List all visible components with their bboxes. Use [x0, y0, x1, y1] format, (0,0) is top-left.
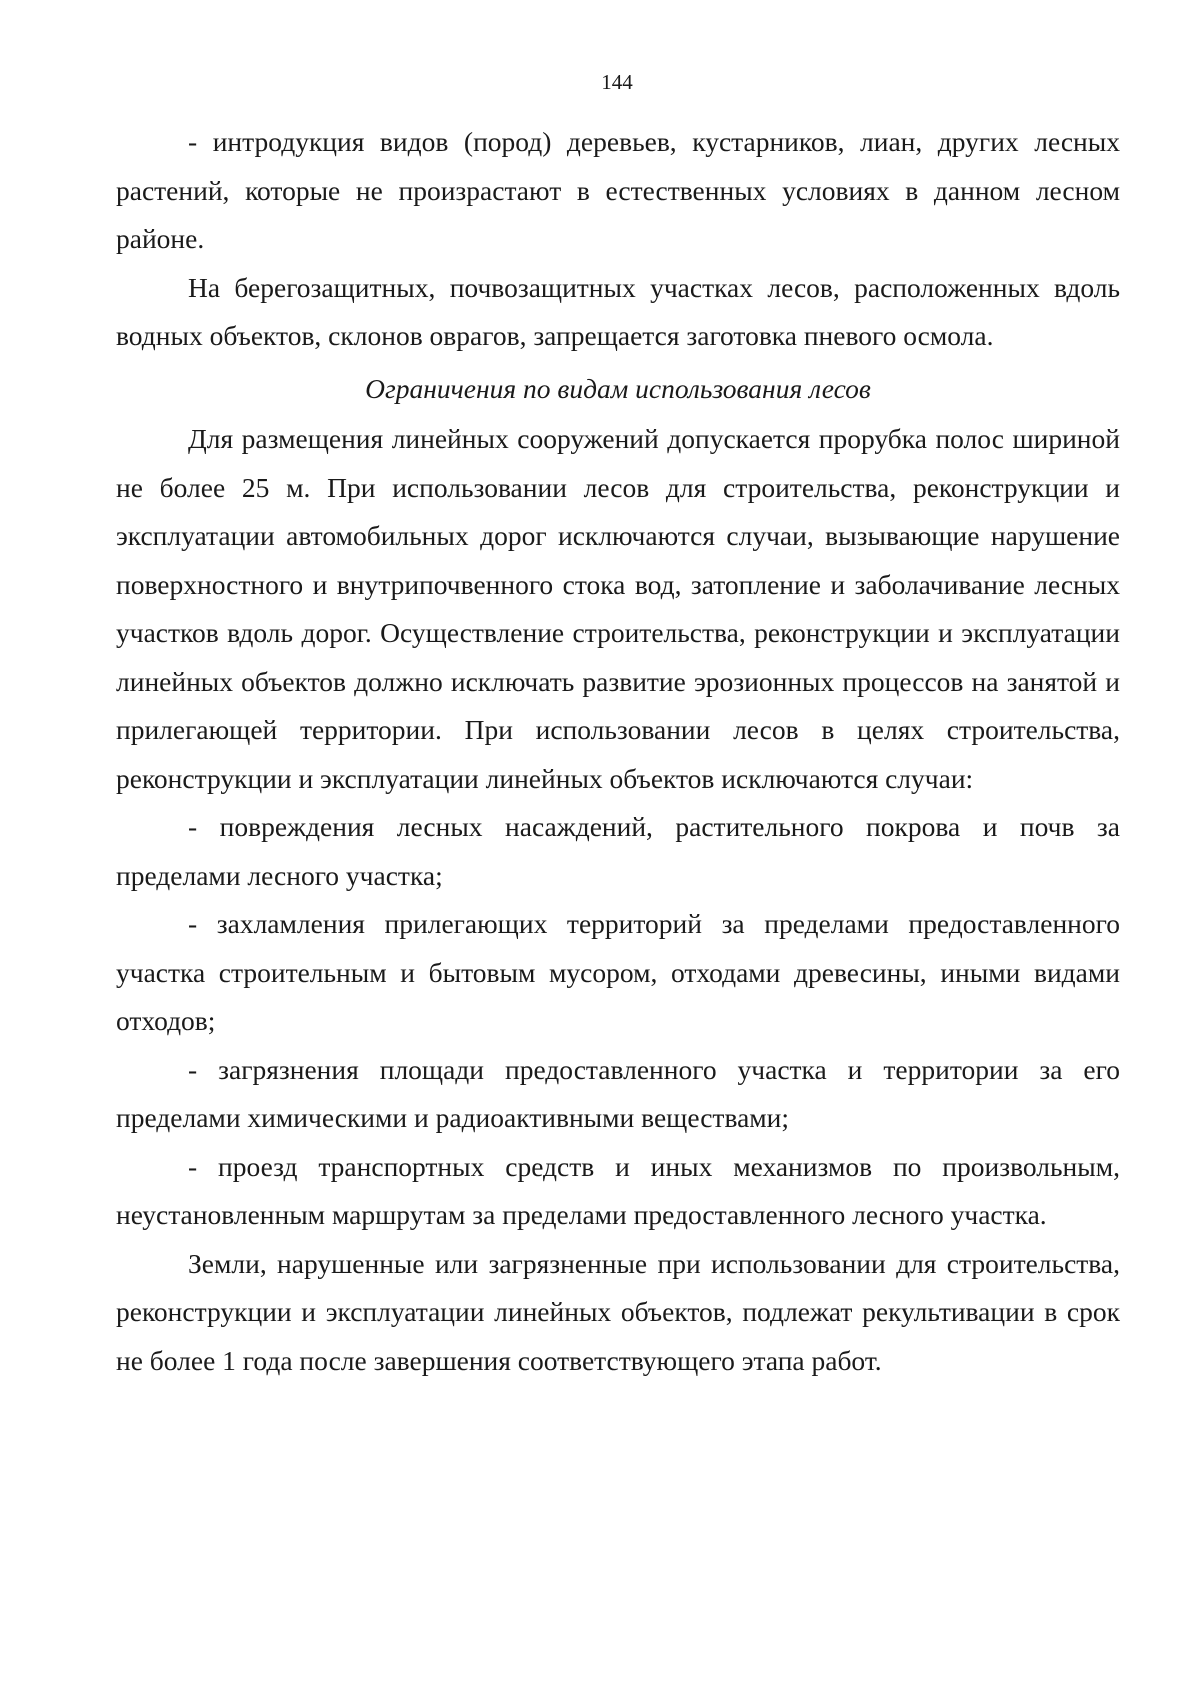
paragraph-recultivation: Земли, нарушенные или загрязненные при использовании для строительства, реконструкции и эксплуатации линейных объектов, подлежат рекультивации в срок не более 1 года после завершения соответствующего этапа работ. [116, 1247, 1120, 1376]
paragraph-introduction-species: - интродукция видов (пород) деревьев, кустарников, лиан, других лесных растений, которые не произрастают в естественных условиях в данном лесном районе. [116, 126, 1120, 254]
paragraph-linear-structures: Для размещения линейных сооружений допускается прорубка полос шириной не более 25 м. При использовании лесов для строительства, реконструкции и эксплуатации автомобильных дорог исключаются случаи, вызывающие нарушение поверхностного и внутрипочвенного стока вод, затопление и заболачивание лесных участков вдоль дорог. Осуществление строительства, реконструкции и эксплуатации линейных объектов должно исключать развитие эрозионных процессов на занятой и прилегающей территории. При использовании лесов в целях строительства, реконструкции и эксплуатации линейных объектов исключаются случаи: [116, 423, 1120, 794]
list-item-damage: - повреждения лесных насаждений, растительного покрова и почв за пределами лесного участка; [116, 811, 1120, 891]
list-item-littering: - захламления прилегающих территорий за пределами предоставленного участка строительным и бытовым мусором, отходами древесины, иными видами отходов; [116, 908, 1120, 1036]
page-number: 144 [601, 70, 633, 94]
paragraph-shore-protection: На берегозащитных, почвозащитных участках лесов, расположенных вдоль водных объектов, склонов оврагов, запрещается заготовка пневого осмола. [116, 271, 1120, 351]
section-heading: Ограничения по видам использования лесов [365, 372, 871, 404]
list-item-pollution: - загрязнения площади предоставленного участка и территории за его пределами химическими и радиоактивными веществами; [116, 1053, 1120, 1133]
document-body [116, 118, 1120, 1385]
list-item-vehicles: - проезд транспортных средств и иных механизмов по произвольным, неустановленным маршрутам за пределами предоставленного лесного участка. [116, 1150, 1120, 1230]
